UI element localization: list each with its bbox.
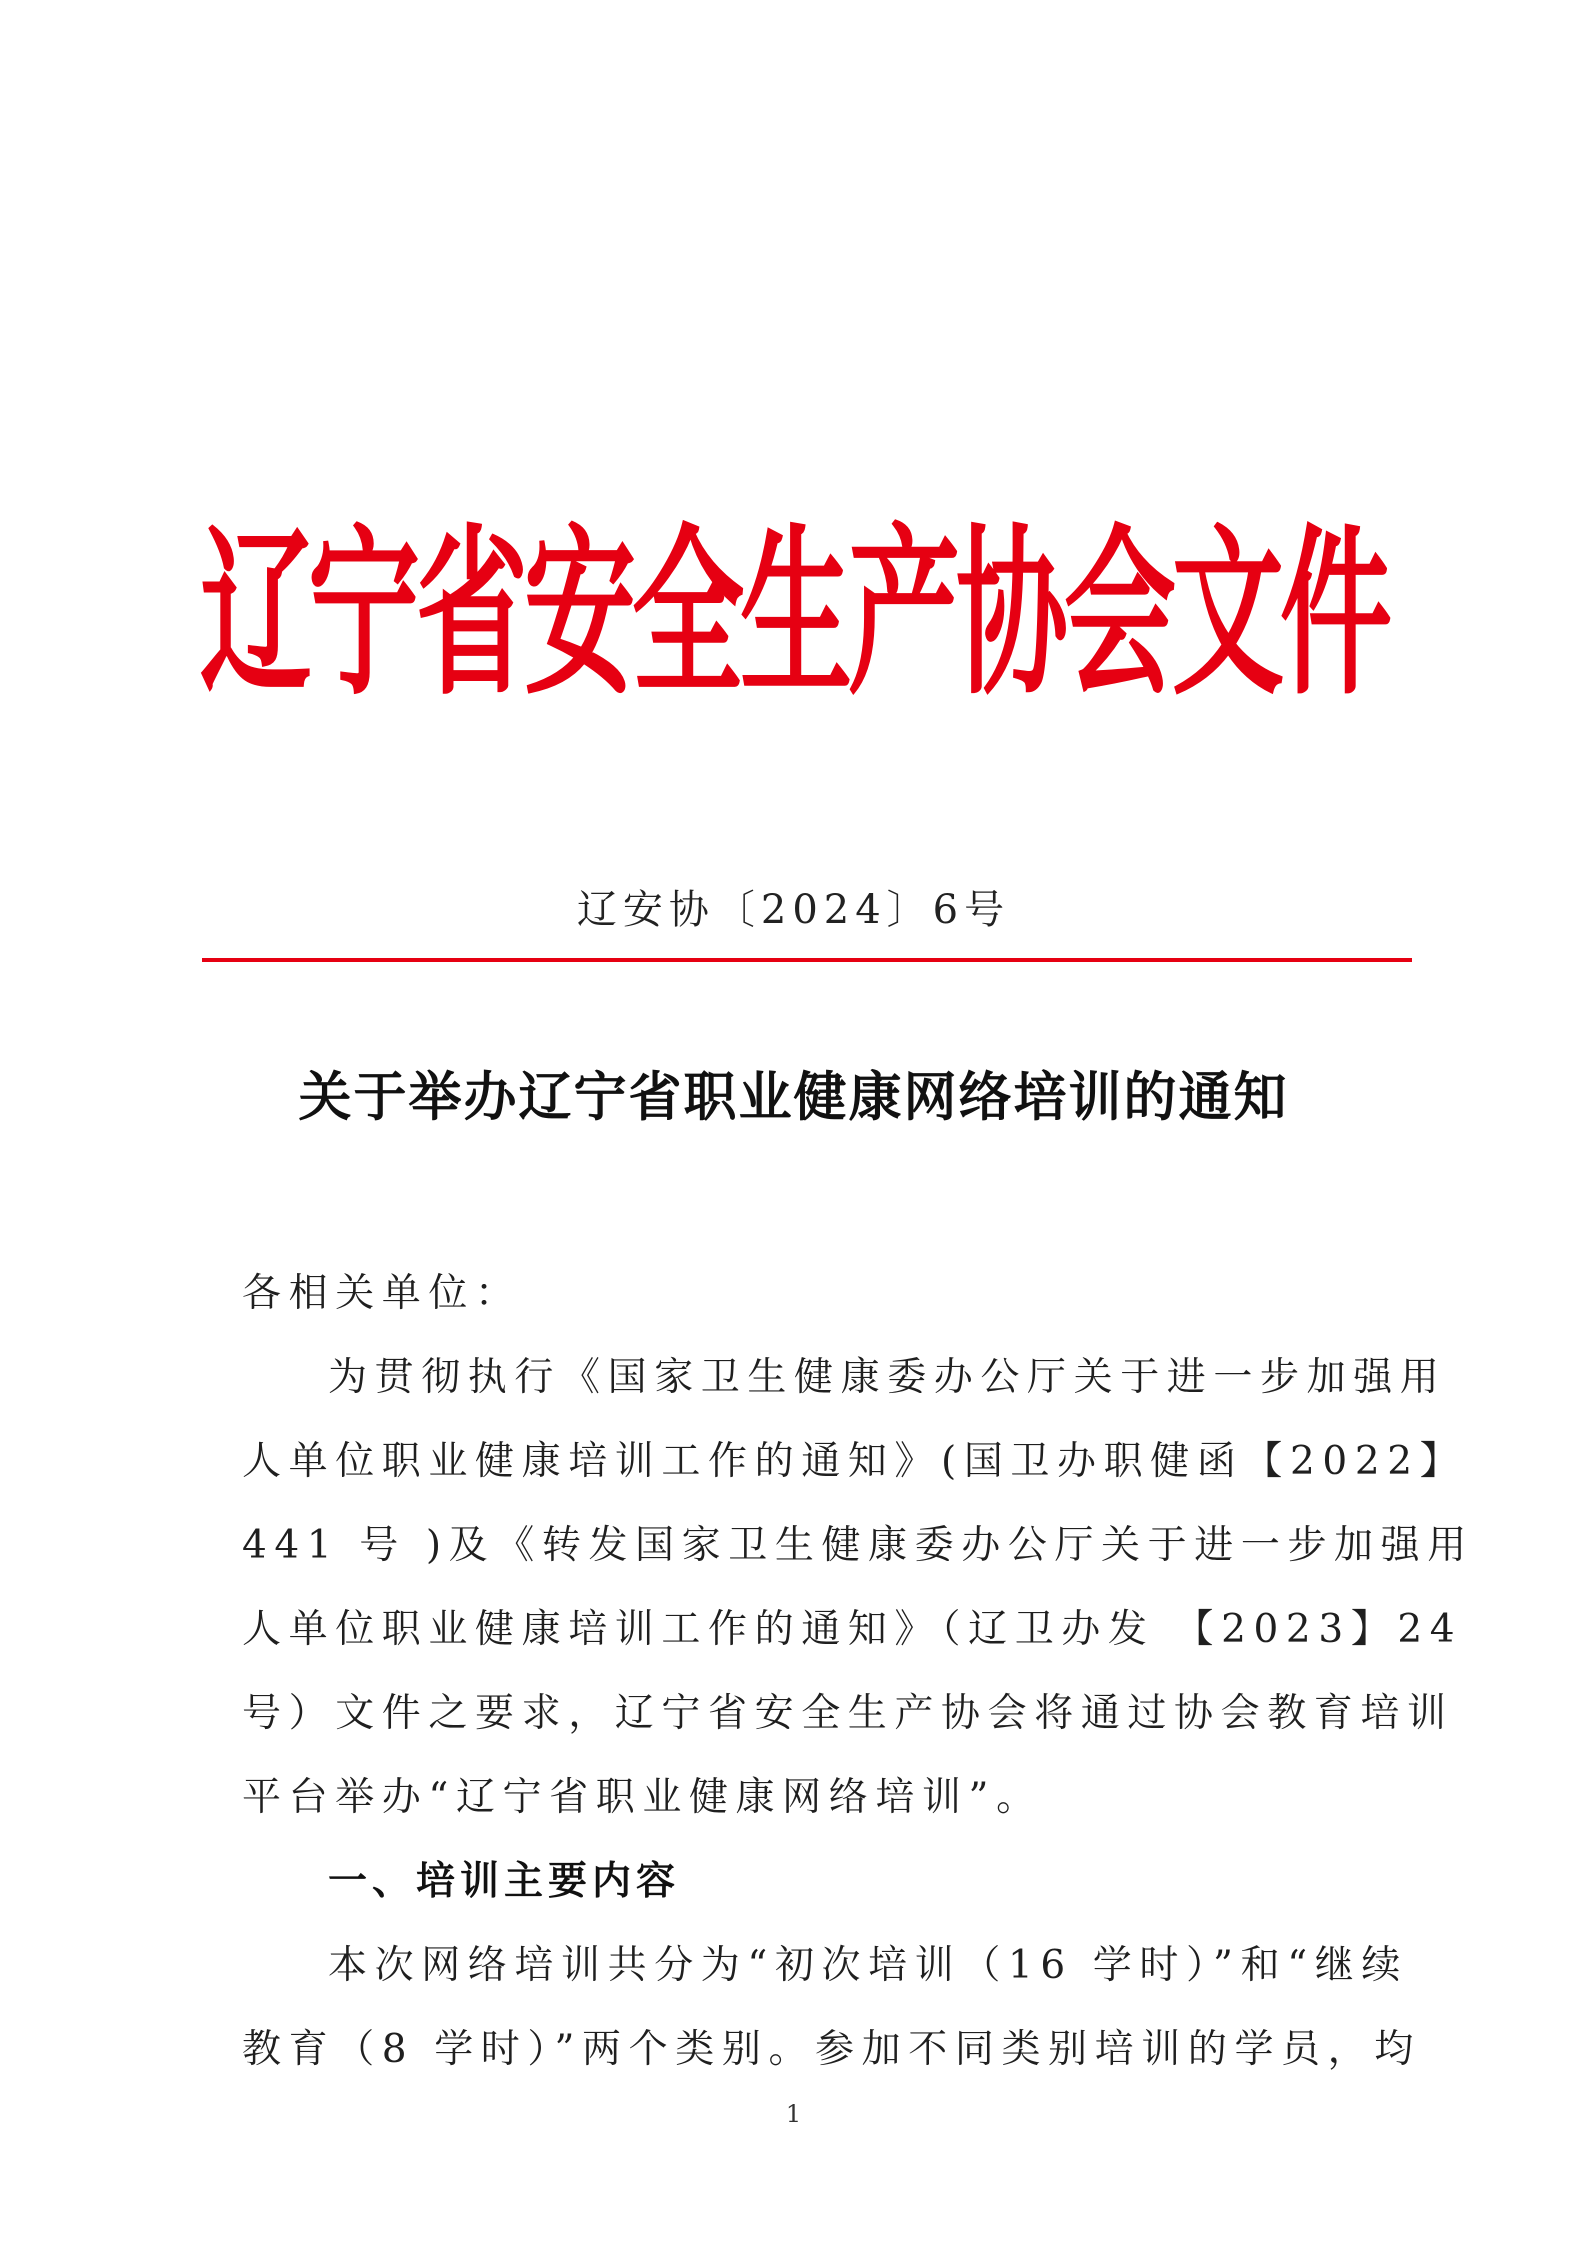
paragraph-line: 号）文件之要求，辽宁省安全生产协会将通过协会教育培训 <box>242 1691 1454 1736</box>
paragraph-line: 本次网络培训共分为“初次培训（16 学时）”和“继续 <box>328 1943 1408 1988</box>
org-header-title: 辽宁省安全生产协会文件 <box>200 508 1388 721</box>
page-number: 1 <box>785 2100 802 2128</box>
document-number: 辽安协〔2024〕6号 <box>576 887 1011 933</box>
red-divider-line <box>202 958 1412 962</box>
paragraph-line: 教育（8 学时）”两个类别。参加不同类别培训的学员，均 <box>242 2027 1421 2072</box>
paragraph-line: 人单位职业健康培训工作的通知》（辽卫办发 【2023】24 <box>242 1607 1463 1652</box>
paragraph-line: 为贯彻执行《国家卫生健康委办公厅关于进一步加强用 <box>328 1355 1447 1400</box>
paragraph-line: 平台举办“辽宁省职业健康网络培训”。 <box>242 1775 1043 1820</box>
salutation: 各相关单位： <box>242 1271 522 1316</box>
section-heading: 一、培训主要内容 <box>328 1858 681 1904</box>
paragraph-line: 441 号 )及《转发国家卫生健康委办公厅关于进一步加强用 <box>242 1523 1474 1568</box>
paragraph-line: 人单位职业健康培训工作的通知》(国卫办职健函【2022】 <box>242 1439 1467 1484</box>
notice-title: 关于举办辽宁省职业健康网络培训的通知 <box>298 1066 1289 1128</box>
